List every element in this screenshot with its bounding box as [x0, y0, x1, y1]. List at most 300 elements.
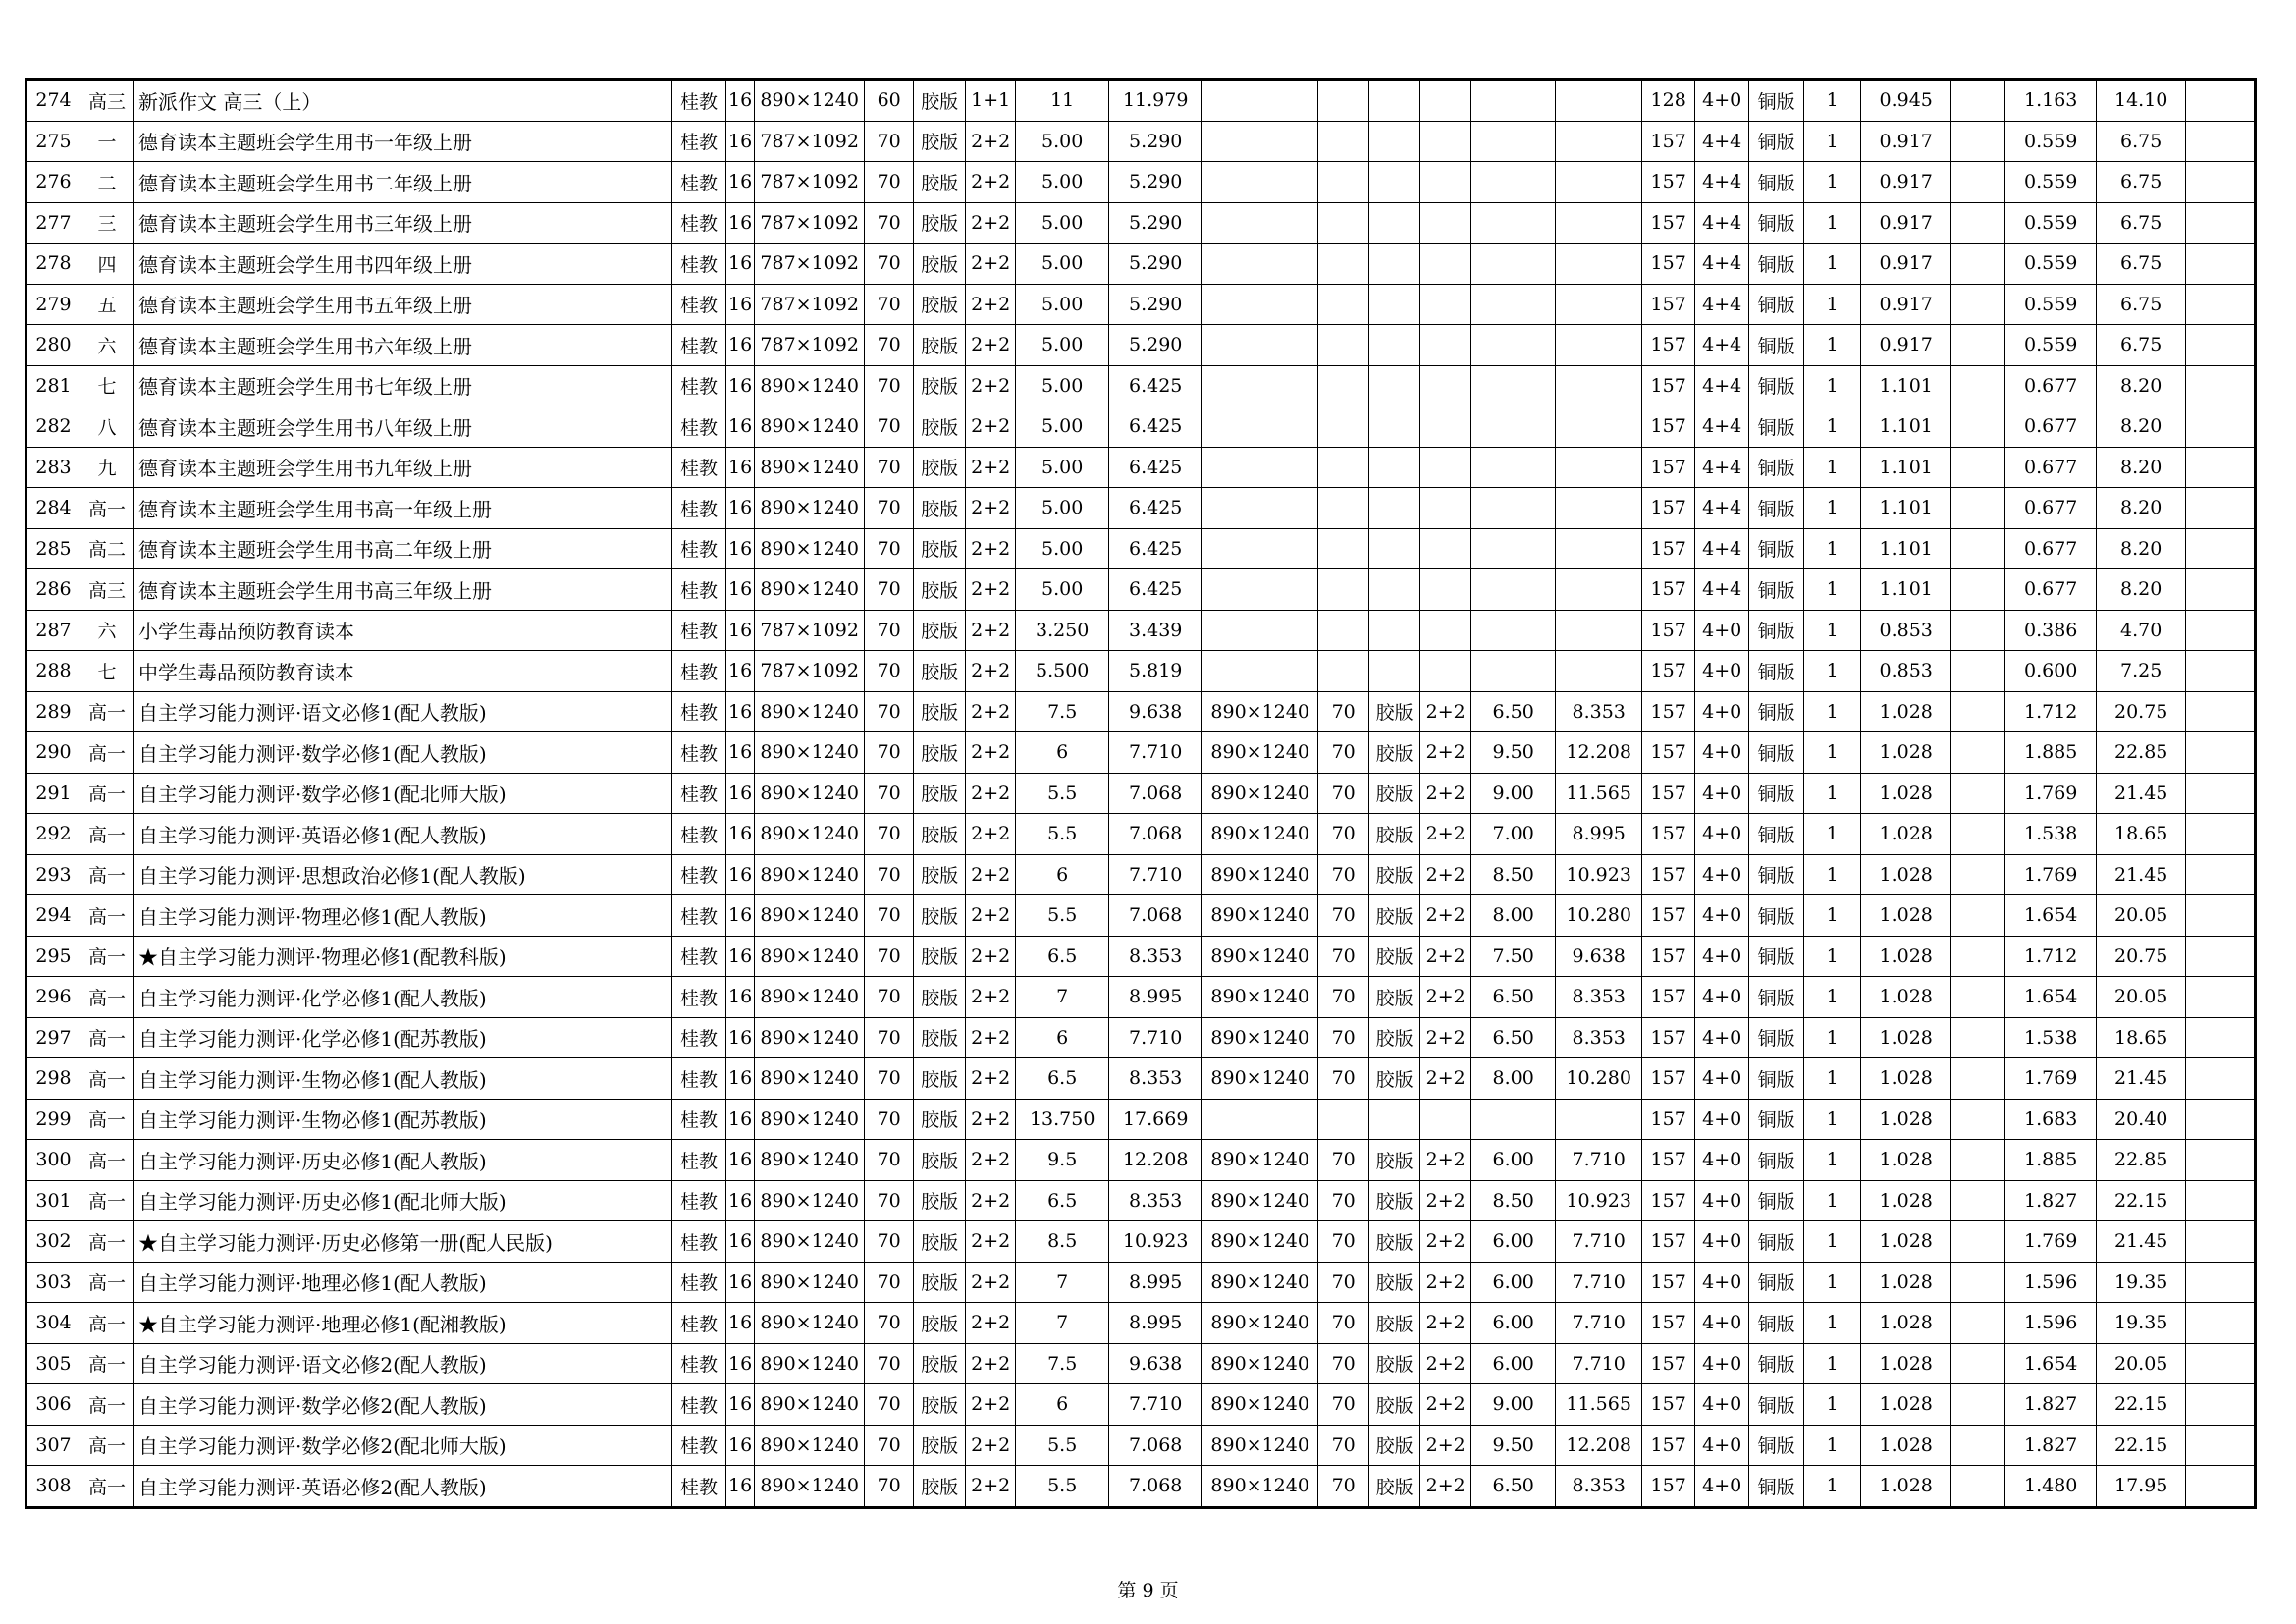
table-cell: 胶版	[1369, 1140, 1420, 1181]
table-cell: 7.710	[1556, 1221, 1642, 1263]
table-cell	[1951, 1262, 2005, 1303]
table-row	[27, 528, 2256, 569]
table-cell: 铜版	[1749, 1140, 1804, 1181]
table-cell: 铜版	[1749, 691, 1804, 732]
table-cell: 8.353	[1556, 691, 1642, 732]
table-cell: 0.917	[1861, 244, 1951, 285]
table-cell: 自主学习能力测评·物理必修1(配人教版)	[134, 895, 672, 937]
table-cell: 278	[27, 244, 80, 285]
table-cell: 自主学习能力测评·语文必修2(配人教版)	[134, 1343, 672, 1384]
table-cell: 桂教	[672, 773, 726, 814]
table-cell: 6	[1016, 854, 1109, 895]
table-cell: 0.559	[2005, 325, 2097, 366]
table-cell	[1369, 406, 1420, 448]
table-cell	[1951, 1221, 2005, 1263]
table-cell: 桂教	[672, 1017, 726, 1058]
table-cell: 自主学习能力测评·生物必修1(配人教版)	[134, 1058, 672, 1100]
table-cell: 胶版	[914, 895, 966, 937]
table-cell: ★自主学习能力测评·地理必修1(配湘教版)	[134, 1303, 672, 1344]
table-cell: 桂教	[672, 651, 726, 692]
table-cell: 70	[865, 1303, 914, 1344]
table-cell	[2186, 406, 2256, 448]
table-cell: 16	[726, 814, 755, 855]
table-cell: 1	[1804, 202, 1861, 244]
table-cell: 桂教	[672, 1384, 726, 1426]
table-cell: 70	[865, 162, 914, 203]
table-cell	[1951, 814, 2005, 855]
table-cell: 16	[726, 1221, 755, 1263]
table-cell: 6.75	[2097, 244, 2186, 285]
table-cell: 四	[80, 244, 134, 285]
table-cell: 890×1240	[1202, 691, 1318, 732]
table-cell: 9.50	[1471, 1425, 1556, 1466]
table-cell: 0.677	[2005, 406, 2097, 448]
table-cell	[1951, 773, 2005, 814]
table-cell: 4+4	[1695, 365, 1749, 406]
table-cell: 铜版	[1749, 732, 1804, 774]
table-cell: 2+2	[966, 488, 1016, 529]
table-cell: 19.35	[2097, 1262, 2186, 1303]
table-row	[27, 773, 2256, 814]
table-cell	[1369, 447, 1420, 488]
table-cell: 20.40	[2097, 1099, 2186, 1140]
table-cell: 70	[1318, 977, 1369, 1018]
table-cell: 0.917	[1861, 325, 1951, 366]
table-cell: 胶版	[914, 773, 966, 814]
table-cell: 6	[1016, 732, 1109, 774]
table-cell: 157	[1642, 1466, 1695, 1508]
table-cell: 4+0	[1695, 1303, 1749, 1344]
table-cell: 1	[1804, 1425, 1861, 1466]
table-cell: 9.00	[1471, 773, 1556, 814]
table-cell: 890×1240	[1202, 1303, 1318, 1344]
table-cell	[1556, 528, 1642, 569]
table-cell: 胶版	[914, 325, 966, 366]
table-cell: 桂教	[672, 895, 726, 937]
table-cell: 胶版	[914, 732, 966, 774]
table-cell: 157	[1642, 488, 1695, 529]
table-cell: 2+2	[966, 365, 1016, 406]
table-cell	[1369, 244, 1420, 285]
table-cell: 德育读本主题班会学生用书高一年级上册	[134, 488, 672, 529]
table-cell	[2186, 814, 2256, 855]
table-cell	[1420, 80, 1471, 122]
table-cell: 自主学习能力测评·生物必修1(配苏教版)	[134, 1099, 672, 1140]
table-cell: 6.5	[1016, 1180, 1109, 1221]
table-cell	[1202, 244, 1318, 285]
table-cell: 1.712	[2005, 691, 2097, 732]
table-cell: 2+2	[1420, 854, 1471, 895]
table-cell: 5.5	[1016, 1425, 1109, 1466]
table-cell: 292	[27, 814, 80, 855]
table-cell: 2+2	[966, 977, 1016, 1018]
table-cell: 铜版	[1749, 854, 1804, 895]
table-cell: 890×1240	[755, 1466, 865, 1508]
table-cell: 4+4	[1695, 244, 1749, 285]
table-cell	[1951, 365, 2005, 406]
table-cell	[1369, 365, 1420, 406]
table-cell: 16	[726, 651, 755, 692]
table-cell: 8.353	[1109, 936, 1202, 977]
table-cell: 157	[1642, 610, 1695, 651]
table-cell: 157	[1642, 773, 1695, 814]
table-cell: 16	[726, 1425, 755, 1466]
table-cell: 2+2	[966, 691, 1016, 732]
table-cell: 2+2	[1420, 1303, 1471, 1344]
table-cell: 铜版	[1749, 1017, 1804, 1058]
table-cell: 16	[726, 1303, 755, 1344]
table-cell: 高一	[80, 977, 134, 1018]
table-cell	[2186, 1343, 2256, 1384]
table-cell: 桂教	[672, 528, 726, 569]
table-cell: 16	[726, 244, 755, 285]
table-cell	[1318, 447, 1369, 488]
table-cell	[1951, 1425, 2005, 1466]
table-cell: 桂教	[672, 406, 726, 448]
table-cell: 890×1240	[755, 569, 865, 611]
table-cell: 1	[1804, 610, 1861, 651]
table-cell: 70	[865, 977, 914, 1018]
table-cell	[1318, 325, 1369, 366]
table-cell: 胶版	[1369, 814, 1420, 855]
table-cell: 2+2	[966, 1425, 1016, 1466]
table-cell: 284	[27, 488, 80, 529]
table-cell: 21.45	[2097, 1058, 2186, 1100]
price-table	[25, 78, 2257, 1509]
table-cell: 5.500	[1016, 651, 1109, 692]
table-cell: 8.5	[1016, 1221, 1109, 1263]
table-row	[27, 569, 2256, 611]
table-cell: 890×1240	[1202, 1262, 1318, 1303]
table-cell	[1951, 162, 2005, 203]
table-cell: 6.75	[2097, 121, 2186, 162]
table-cell	[1202, 610, 1318, 651]
table-cell	[1471, 284, 1556, 325]
table-cell: 787×1092	[755, 202, 865, 244]
table-cell: 0.559	[2005, 202, 2097, 244]
table-cell: 1.769	[2005, 1058, 2097, 1100]
table-cell: 1	[1804, 1140, 1861, 1181]
table-cell	[1951, 80, 2005, 122]
table-cell: 70	[1318, 1262, 1369, 1303]
table-cell: 890×1240	[1202, 1466, 1318, 1508]
table-cell: 2+2	[966, 569, 1016, 611]
table-cell	[1471, 365, 1556, 406]
table-cell: 铜版	[1749, 528, 1804, 569]
table-cell	[2186, 284, 2256, 325]
table-cell	[1471, 406, 1556, 448]
table-cell: 胶版	[914, 365, 966, 406]
table-cell	[1369, 651, 1420, 692]
table-cell: 五	[80, 284, 134, 325]
table-cell: 8.353	[1556, 1466, 1642, 1508]
table-cell: 890×1240	[755, 365, 865, 406]
table-cell	[1556, 162, 1642, 203]
table-cell	[2186, 1384, 2256, 1426]
table-cell: 1	[1804, 406, 1861, 448]
table-cell	[1556, 202, 1642, 244]
table-cell	[1556, 284, 1642, 325]
table-row	[27, 610, 2256, 651]
table-cell: 287	[27, 610, 80, 651]
table-cell: 自主学习能力测评·英语必修1(配人教版)	[134, 814, 672, 855]
table-cell: 890×1240	[755, 732, 865, 774]
table-cell: 1.654	[2005, 1343, 2097, 1384]
table-cell: 0.677	[2005, 528, 2097, 569]
table-cell: 桂教	[672, 977, 726, 1018]
table-cell: 16	[726, 121, 755, 162]
table-row	[27, 732, 2256, 774]
table-cell: 70	[865, 773, 914, 814]
table-cell: 高一	[80, 1303, 134, 1344]
table-cell: 2+2	[1420, 1425, 1471, 1466]
table-cell: 1.885	[2005, 1140, 2097, 1181]
table-cell: 1	[1804, 1262, 1861, 1303]
table-cell: 0.917	[1861, 284, 1951, 325]
table-cell: 7.710	[1556, 1262, 1642, 1303]
table-cell: 157	[1642, 1221, 1695, 1263]
table-cell: 21.45	[2097, 773, 2186, 814]
table-cell: 787×1092	[755, 651, 865, 692]
table-cell: 七	[80, 651, 134, 692]
table-cell: 890×1240	[755, 691, 865, 732]
table-cell: 0.853	[1861, 610, 1951, 651]
table-cell: 2+2	[966, 202, 1016, 244]
table-body	[27, 80, 2256, 1508]
table-cell: 高一	[80, 936, 134, 977]
table-cell: 2+2	[966, 1058, 1016, 1100]
table-cell: 5.00	[1016, 325, 1109, 366]
table-cell	[1318, 284, 1369, 325]
table-cell: 890×1240	[755, 854, 865, 895]
table-cell: 胶版	[914, 610, 966, 651]
table-cell: 70	[865, 732, 914, 774]
table-cell: 16	[726, 80, 755, 122]
table-cell: ★自主学习能力测评·物理必修1(配教科版)	[134, 936, 672, 977]
table-cell: 2+2	[1420, 977, 1471, 1018]
table-cell: 1	[1804, 773, 1861, 814]
table-cell: 2+2	[966, 1099, 1016, 1140]
table-cell: 7	[1016, 1303, 1109, 1344]
table-cell: 0.559	[2005, 284, 2097, 325]
table-cell: 桂教	[672, 610, 726, 651]
table-cell: 9.50	[1471, 732, 1556, 774]
table-cell: 1.028	[1861, 1425, 1951, 1466]
table-cell	[1420, 1099, 1471, 1140]
table-cell: 胶版	[914, 936, 966, 977]
table-cell: 14.10	[2097, 80, 2186, 122]
table-cell: 9.638	[1109, 691, 1202, 732]
table-cell: 157	[1642, 528, 1695, 569]
table-cell: 70	[865, 284, 914, 325]
table-cell: 70	[1318, 1425, 1369, 1466]
table-cell: 0.600	[2005, 651, 2097, 692]
table-cell: 4+0	[1695, 854, 1749, 895]
table-row	[27, 854, 2256, 895]
table-cell	[1318, 365, 1369, 406]
table-cell: 桂教	[672, 1343, 726, 1384]
table-cell	[2186, 1017, 2256, 1058]
table-cell: 12.208	[1556, 1425, 1642, 1466]
table-cell	[2186, 528, 2256, 569]
table-cell: 8.20	[2097, 528, 2186, 569]
table-row	[27, 1058, 2256, 1100]
table-cell	[1951, 1384, 2005, 1426]
table-cell: 299	[27, 1099, 80, 1140]
table-cell: 2+2	[1420, 936, 1471, 977]
table-cell: 2+2	[1420, 732, 1471, 774]
table-cell: 16	[726, 854, 755, 895]
table-cell: 自主学习能力测评·数学必修2(配人教版)	[134, 1384, 672, 1426]
table-cell: 70	[1318, 895, 1369, 937]
table-cell	[1318, 1099, 1369, 1140]
table-cell: 16	[726, 895, 755, 937]
table-cell: 4+0	[1695, 80, 1749, 122]
table-cell: 1	[1804, 1017, 1861, 1058]
table-cell: 274	[27, 80, 80, 122]
table-cell: 890×1240	[755, 1140, 865, 1181]
table-cell: 787×1092	[755, 325, 865, 366]
table-cell: 7.710	[1109, 1384, 1202, 1426]
table-cell: 157	[1642, 1425, 1695, 1466]
table-cell: 高一	[80, 1343, 134, 1384]
table-cell: 1	[1804, 162, 1861, 203]
table-cell	[1420, 488, 1471, 529]
table-cell: 5.00	[1016, 121, 1109, 162]
table-cell: 德育读本主题班会学生用书九年级上册	[134, 447, 672, 488]
table-cell: 铜版	[1749, 895, 1804, 937]
table-cell: 德育读本主题班会学生用书高三年级上册	[134, 569, 672, 611]
table-cell: 铜版	[1749, 488, 1804, 529]
table-row	[27, 488, 2256, 529]
table-cell	[1420, 244, 1471, 285]
table-cell: 桂教	[672, 1425, 726, 1466]
table-cell: 铜版	[1749, 610, 1804, 651]
table-cell: 自主学习能力测评·数学必修2(配北师大版)	[134, 1425, 672, 1466]
table-cell: 胶版	[914, 1466, 966, 1508]
table-cell: 胶版	[914, 528, 966, 569]
table-cell: 890×1240	[1202, 732, 1318, 774]
table-cell: 8.353	[1109, 1180, 1202, 1221]
table-cell: 1	[1804, 691, 1861, 732]
table-cell	[1420, 202, 1471, 244]
table-cell: 2+2	[1420, 691, 1471, 732]
table-cell	[1951, 1343, 2005, 1384]
table-cell: 7.710	[1109, 854, 1202, 895]
table-cell: 桂教	[672, 202, 726, 244]
table-cell: 304	[27, 1303, 80, 1344]
table-cell: 890×1240	[755, 1384, 865, 1426]
table-cell: 787×1092	[755, 244, 865, 285]
table-cell: 1	[1804, 1303, 1861, 1344]
table-cell: 8.20	[2097, 569, 2186, 611]
table-cell: 22.85	[2097, 732, 2186, 774]
table-cell: 胶版	[914, 977, 966, 1018]
table-cell: 铜版	[1749, 1099, 1804, 1140]
table-cell: 157	[1642, 691, 1695, 732]
table-cell: 303	[27, 1262, 80, 1303]
table-cell: 8.353	[1556, 977, 1642, 1018]
table-cell: 胶版	[1369, 895, 1420, 937]
table-cell: 70	[1318, 1221, 1369, 1263]
table-cell: 4+0	[1695, 1343, 1749, 1384]
table-cell: 8.995	[1556, 814, 1642, 855]
table-cell	[2186, 1303, 2256, 1344]
table-cell: 1	[1804, 121, 1861, 162]
table-cell: 10.280	[1556, 895, 1642, 937]
table-cell: 8.50	[1471, 1180, 1556, 1221]
table-cell: 787×1092	[755, 121, 865, 162]
table-cell	[1202, 365, 1318, 406]
table-cell: 胶版	[914, 651, 966, 692]
table-cell: 20.05	[2097, 977, 2186, 1018]
table-cell: 157	[1642, 1140, 1695, 1181]
table-cell: 胶版	[914, 1180, 966, 1221]
table-cell: 4+4	[1695, 284, 1749, 325]
table-cell: 305	[27, 1343, 80, 1384]
table-cell: 890×1240	[755, 936, 865, 977]
table-cell: 16	[726, 406, 755, 448]
table-cell	[1951, 569, 2005, 611]
table-cell: 128	[1642, 80, 1695, 122]
table-cell: 18.65	[2097, 1017, 2186, 1058]
table-cell: 胶版	[914, 1058, 966, 1100]
table-cell: 桂教	[672, 814, 726, 855]
table-cell: 1	[1804, 325, 1861, 366]
table-cell: 高一	[80, 1262, 134, 1303]
table-cell: 8.20	[2097, 488, 2186, 529]
table-cell: 7.068	[1109, 1425, 1202, 1466]
table-cell: 70	[1318, 1384, 1369, 1426]
table-cell: 胶版	[1369, 936, 1420, 977]
table-cell: 9.638	[1109, 1343, 1202, 1384]
table-cell	[1369, 162, 1420, 203]
table-cell	[1202, 651, 1318, 692]
table-cell: 60	[865, 80, 914, 122]
table-cell	[1556, 651, 1642, 692]
table-cell	[1951, 1466, 2005, 1508]
table-cell: 70	[1318, 1343, 1369, 1384]
table-cell: 157	[1642, 895, 1695, 937]
table-cell: 18.65	[2097, 814, 2186, 855]
table-cell: 自主学习能力测评·思想政治必修1(配人教版)	[134, 854, 672, 895]
table-cell: 4+0	[1695, 732, 1749, 774]
table-cell: 2+2	[1420, 1343, 1471, 1384]
table-cell: 286	[27, 569, 80, 611]
table-row	[27, 1140, 2256, 1181]
table-cell: 9.5	[1016, 1140, 1109, 1181]
table-cell: 4+4	[1695, 406, 1749, 448]
table-cell	[2186, 936, 2256, 977]
table-cell: 桂教	[672, 325, 726, 366]
table-cell: 桂教	[672, 732, 726, 774]
table-cell	[1951, 1058, 2005, 1100]
table-cell: 279	[27, 284, 80, 325]
table-cell: 12.208	[1109, 1140, 1202, 1181]
table-cell: 桂教	[672, 244, 726, 285]
table-cell: 德育读本主题班会学生用书三年级上册	[134, 202, 672, 244]
table-row	[27, 202, 2256, 244]
table-cell: 890×1240	[755, 1262, 865, 1303]
table-cell: 4+0	[1695, 1017, 1749, 1058]
table-cell: 桂教	[672, 569, 726, 611]
table-cell: 2+2	[1420, 1017, 1471, 1058]
table-cell: 2+2	[966, 732, 1016, 774]
table-cell: 16	[726, 1180, 755, 1221]
table-cell: 890×1240	[755, 447, 865, 488]
table-cell: 70	[865, 488, 914, 529]
table-cell: 桂教	[672, 1180, 726, 1221]
